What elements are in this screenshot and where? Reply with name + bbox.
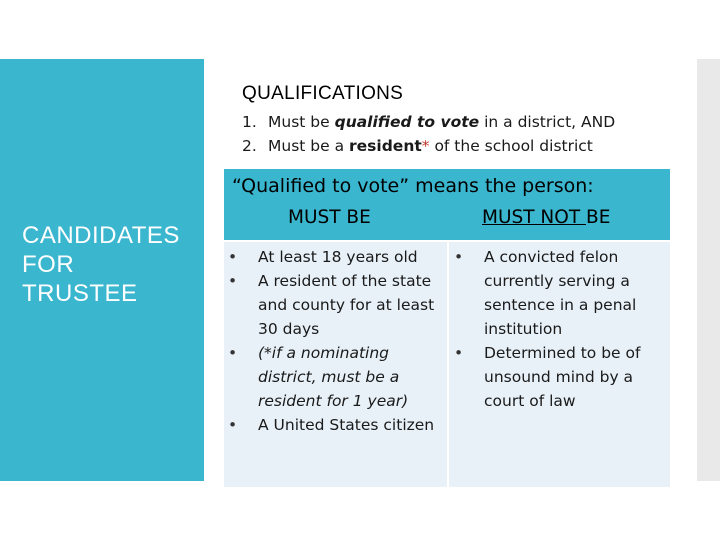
item-emphasis: resident [349, 137, 422, 155]
item-text: in a district, AND [479, 113, 616, 131]
must-be-item: • A United States citizen [224, 413, 446, 437]
must-be-list [224, 245, 446, 437]
must-be-item: • (*if a nominating district, must be a resident for 1 year) [224, 341, 446, 413]
column-divider [447, 240, 449, 487]
item-text: Must be a [268, 137, 350, 155]
item-number: 2. [242, 137, 257, 155]
must-not-be-item: • Determined to be of unsound mind by a court of law [450, 341, 670, 413]
item-text: Must be [268, 113, 335, 131]
qualification-item [242, 110, 615, 134]
slide-title-line-3: TRUSTEE [22, 279, 138, 307]
must-be-item: • A resident of the state and county for at least 30 days [224, 269, 446, 341]
item-text: of the school district [429, 137, 593, 155]
slide-title [22, 222, 202, 308]
item-emphasis: qualified to vote [334, 113, 480, 131]
qualified-to-vote-table [224, 169, 670, 487]
asterisk-mark: * [421, 137, 430, 155]
qualifications-list [242, 110, 615, 158]
must-be-item: • At least 18 years old [224, 245, 446, 269]
item-number: 1. [242, 113, 257, 131]
must-be-header: MUST BE [288, 207, 371, 228]
must-not-be-header [482, 207, 610, 228]
must-not-be-header-rest: BE [586, 207, 611, 228]
slide-title-line-2: FOR [22, 250, 75, 278]
must-not-be-header-underlined: MUST NOT [482, 207, 587, 228]
qualification-item [242, 134, 615, 158]
slide-title-line-1: CANDIDATES [22, 222, 180, 249]
must-not-be-list [450, 245, 670, 413]
right-edge-strip [697, 59, 720, 481]
must-not-be-item: • A convicted felon currently serving a sentence in a penal institution [450, 245, 670, 341]
qualifications-heading: QUALIFICATIONS [242, 83, 404, 104]
table-caption: “Qualified to vote” means the person: [232, 175, 594, 197]
